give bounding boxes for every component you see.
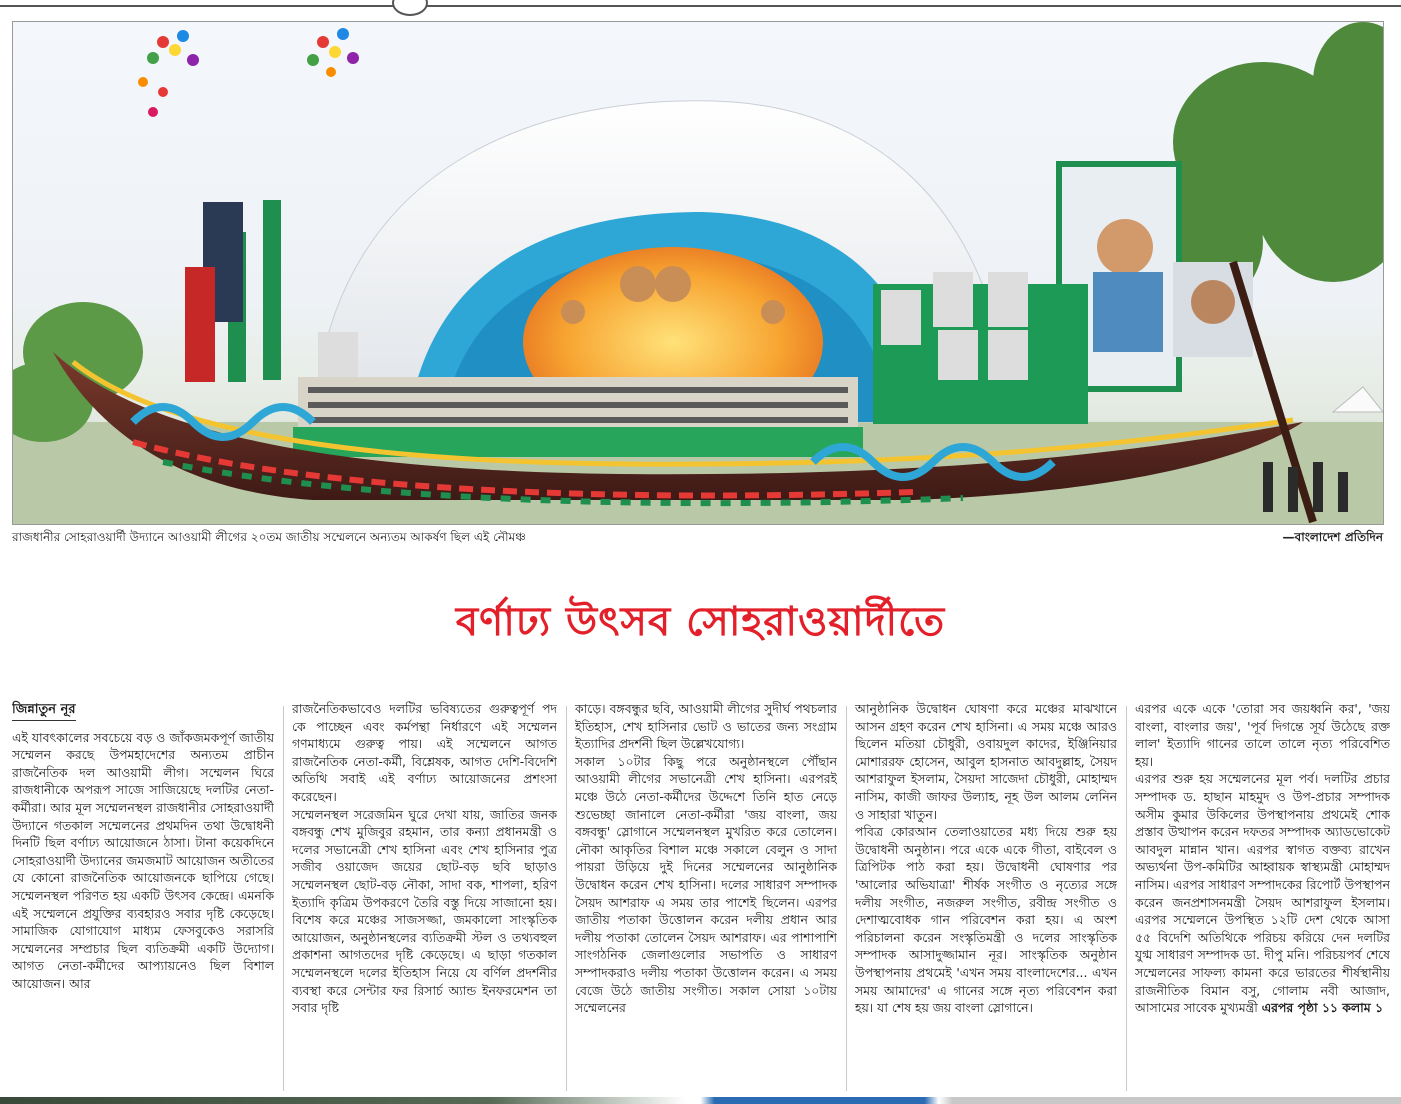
paragraph: সকাল ১০টার কিছু পরে অনুষ্ঠানস্থলে পৌঁছান আওয়ামী লীগের সভানেত্রী শেখ হাসিনা। এরপরই মঞ্চে উঠে নেতা-কর্মীদের উদ্দেশে তিনি হাত নেড়ে শুভেচ্ছা জানালে নেতা-কর্মীরা 'জয় বাংলা, জয় বঙ্গবন্ধু' স্লোগানে সম্মেলনস্থল মুখরিত করে তোলেন। নৌকা আকৃতির বিশাল মঞ্চে সকালে বেলুন ও সাদা পায়রা উড়িয়ে দুই দিনের সম্মেলনের আনুষ্ঠানিক উদ্বোধন করেন শেখ হাসিনা। দলের সাধারণ সম্পাদক সৈয়দ আশরাফ এ সময় তার পাশেই ছিলেন। এরপর জাতীয় পতাকা উত্তোলন করেন দলীয় প্রধান আর দলীয় পতাকা তোলেন সৈয়দ আশরাফ। এর পাশাপাশি সাংগঠনিক জেলাগুলোর সভাপতি ও সাধারণ সম্পাদকরাও দলীয় পতাকা উত্তোলন করেন। এ সময় বেজে উঠে জাতীয় সংগীত। সকাল সোয়া ১০টায় সম্মেলনের (575, 753, 837, 1016)
article-body (12, 700, 1390, 1093)
top-notch (392, 0, 428, 16)
column-divider (1126, 706, 1127, 1091)
article-column-3 (575, 700, 837, 1093)
paragraph: এরপর একে একে 'তোরা সব জয়ধ্বনি কর', 'জয় বাংলা, বাংলার জয়', 'পূর্ব দিগন্তে সূর্য উঠেছে রক্ত লাল' ইত্যাদি গানের তালে তালে নৃত্য পরিবেশিত হয়। (1135, 701, 1390, 769)
bottom-strip (0, 1097, 1401, 1104)
boat-stage-photo (12, 21, 1384, 525)
article-column-2 (292, 700, 557, 1093)
photo-caption: রাজধানীর সোহরাওয়ার্দী উদ্যানে আওয়ামী লীগের ২০তম জাতীয় সম্মেলনে অন্যতম আকর্ষণ ছিল এই নৌমঞ্চ (12, 530, 526, 544)
byline: জিন্নাতুন নূর (12, 701, 76, 721)
boat-stage-illustration (13, 22, 1383, 524)
column-divider (283, 706, 284, 1091)
column-divider (566, 706, 567, 1091)
paragraph: কাড়ে। বঙ্গবন্ধুর ছবি, আওয়ামী লীগের সুদীর্ঘ পথচলার ইতিহাস, শেখ হাসিনার ভোট ও ভাতের জন্য সংগ্রাম ইত্যাদির প্রদর্শনী ছিল উল্লেখযোগ্য। (575, 701, 837, 752)
continuation-note[interactable]: এরপর পৃষ্ঠা ১১ কলাম ১ (1261, 1000, 1383, 1016)
top-rule (0, 5, 1401, 7)
column-divider (846, 706, 847, 1091)
paragraph-text: এরপর শুরু হয় সম্মেলনের মূল পর্ব। দলটির প্রচার সম্পাদক ড. হাছান মাহমুদ ও উপ-প্রচার সম্পাদক অসীম কুমার উকিলের উপস্থাপনায় প্রথমেই শোক প্রস্তাব উত্থাপন করেন দফতর সম্পাদক অ্যাডভোকেট আবদুল মান্নান খান। এরপর স্বাগত বক্তব্য রাখেন অভ্যর্থনা উপ-কমিটির আহ্বায়ক স্বাস্থ্যমন্ত্রী মোহাম্মদ নাসিম। এরপর সাধারণ সম্পাদকের রিপোর্ট উপস্থাপন করেন জনপ্রশাসনমন্ত্রী সৈয়দ আশরাফুল ইসলাম। এরপর সম্মেলনে উপস্থিত ১২টি দেশ থেকে আসা ৫৫ বিদেশি অতিথিকে পরিচয় করিয়ে দেন দলটির যুগ্ম সাধারণ সম্পাদক ডা. দীপু মনি। পরিচয়পর্ব শেষে সম্মেলনের সাফল্য কামনা করে ভারতের শীর্ষস্থানীয় রাজনীতিক বিমান বসু, গোলাম নবী আজাদ, আসামের সাবেক মুখ্যমন্ত্রী (1135, 771, 1390, 1016)
paragraph: এই যাবৎকালের সবচেয়ে বড় ও জাঁকজমকপূর্ণ জাতীয় সম্মেলন করছে উপমহাদেশের অন্যতম প্রাচীন রাজনৈতিক দল আওয়ামী লীগ। সম্মেলন ঘিরে রাজধানীকে অপরূপ সাজে সাজিয়েছে দলটির নেতা-কর্মীরা। আর মূল সম্মেলনস্থল রাজধানীর সোহরাওয়ার্দী উদ্যানে গতকাল সম্মেলনের প্রথমদিন তথা উদ্বোধনী দিনটি ছিল বর্ণাঢ্য আয়োজনে ঠাসা। টানা কয়েকদিনে সোহরাওয়ার্দী উদ্যানের জমজমাট আয়োজন অতীতের যে কোনো রাজনৈতিক আয়োজনকে ছাপিয়ে গেছে। সম্মেলনস্থল পরিণত হয় একটি উৎসব কেন্দ্রে। এমনকি এই সম্মেলনে প্রযুক্তির ব্যবহারও সবার দৃষ্টি কেড়েছে। সামাজিক যোগাযোগ মাধ্যম ফেসবুকেও সরাসরি সম্মেলনের সম্প্রচার ছিল ব্যতিক্রমী একটি উদ্যোগ। আগত নেতা-কর্মীদের আপ্যায়নেও ছিল বিশাল আয়োজন। আর (12, 729, 274, 991)
paragraph: আনুষ্ঠানিক উদ্বোধন ঘোষণা করে মঞ্চের মাঝখানে আসন গ্রহণ করেন শেখ হাসিনা। এ সময় মঞ্চে আরও ছিলেন মতিয়া চৌধুরী, ওবায়দুল কাদের, ইঞ্জিনিয়ার মোশাররফ হোসেন, আবুল হাসনাত আবদুল্লাহ, সৈয়দ আশরাফুল ইসলাম, সৈয়দা সাজেদা চৌধুরী, মোহাম্মদ নাসিম, কাজী জাফর উল্যাহ, নূহ উল আলম লেনিন ও সাহারা খাতুন। (855, 701, 1117, 822)
paragraph: পবিত্র কোরআন তেলাওয়াতের মধ্য দিয়ে শুরু হয় উদ্বোধনী অনুষ্ঠান। পরে একে একে গীতা, বাইবেল ও ত্রিপিটক পাঠ করা হয়। উদ্বোধনী ঘোষণার পর 'আলোর অভিযাত্রা' শীর্ষক সংগীত ও নৃত্যের সঙ্গে দলীয় সংগীত, নজরুল সংগীত, রবীন্দ্র সংগীত ও দেশাত্মবোধক গান পরিবেশন করা হয়। এ অংশ পরিচালনা করেন সংস্কৃতিমন্ত্রী ও দলের সাংস্কৃতিক সম্পাদক আসাদুজ্জামান নূর। সাংস্কৃতিক অনুষ্ঠান উপস্থাপনায় প্রথমেই 'এখন সময় বাংলাদেশের... এখন সময় আমাদের' এ গানের সঙ্গে নৃত্য পরিবেশন করা হয়। যা শেষ হয় জয় বাংলা স্লোগানে। (855, 824, 1117, 1016)
paragraph (1135, 770, 1390, 1016)
headline: বর্ণাঢ্য উৎসব সোহরাওয়ার্দীতে (455, 599, 946, 645)
paragraph: রাজনৈতিকভাবেও দলটির ভবিষ্যতের গুরুত্বপূর্ণ পদ কে পাচ্ছেন এবং কর্মপন্থা নির্ধারণে এই সম্মেলন গণমাধ্যমে গুরুত্ব পায়। এই সম্মেলনে আগত রাজনৈতিক নেতা-কর্মী, বিশ্লেষক, আগত দেশি-বিদেশি অতিথি সবাই এই বর্ণাঢ্য আয়োজনের প্রশংসা করেছেন। (292, 701, 557, 804)
article-column-1 (12, 700, 274, 1093)
article-column-4 (855, 700, 1117, 1093)
paragraph: সম্মেলনস্থল সরেজমিন ঘুরে দেখা যায়, জাতির জনক বঙ্গবন্ধু শেখ মুজিবুর রহমান, তার কন্যা প্রধানমন্ত্রী ও দলের সভানেত্রী শেখ হাসিনা এবং শেখ হাসিনার পুত্র সজীব ওয়াজেদ জয়ের ছোট-বড় ছবি ছাড়াও সম্মেলনস্থল ছোট-বড় নৌকা, সাদা বক, শাপলা, হরিণ ইত্যাদি কৃত্রিম উপকরণে তৈরি বস্তু দিয়ে সাজানো হয়। বিশেষ করে মঞ্চের সাজসজ্জা, জমকালো সাংস্কৃতিক আয়োজন, অনুষ্ঠানস্থলের ব্যতিক্রমী স্টল ও তথ্যবহুল প্রকাশনা আগতদের দৃষ্টি কেড়েছে। এ ছাড়া গতকাল সম্মেলনস্থলে দলের ইতিহাস নিয়ে যে বর্ণিল প্রদর্শনীর ব্যবস্থা করে সেন্টার ফর রিসার্চ অ্যান্ড ইনফরমেশন তা সবার দৃষ্টি (292, 806, 557, 1016)
photo-credit: —বাংলাদেশ প্রতিদিন (1282, 530, 1383, 544)
article-column-5 (1135, 700, 1390, 1093)
